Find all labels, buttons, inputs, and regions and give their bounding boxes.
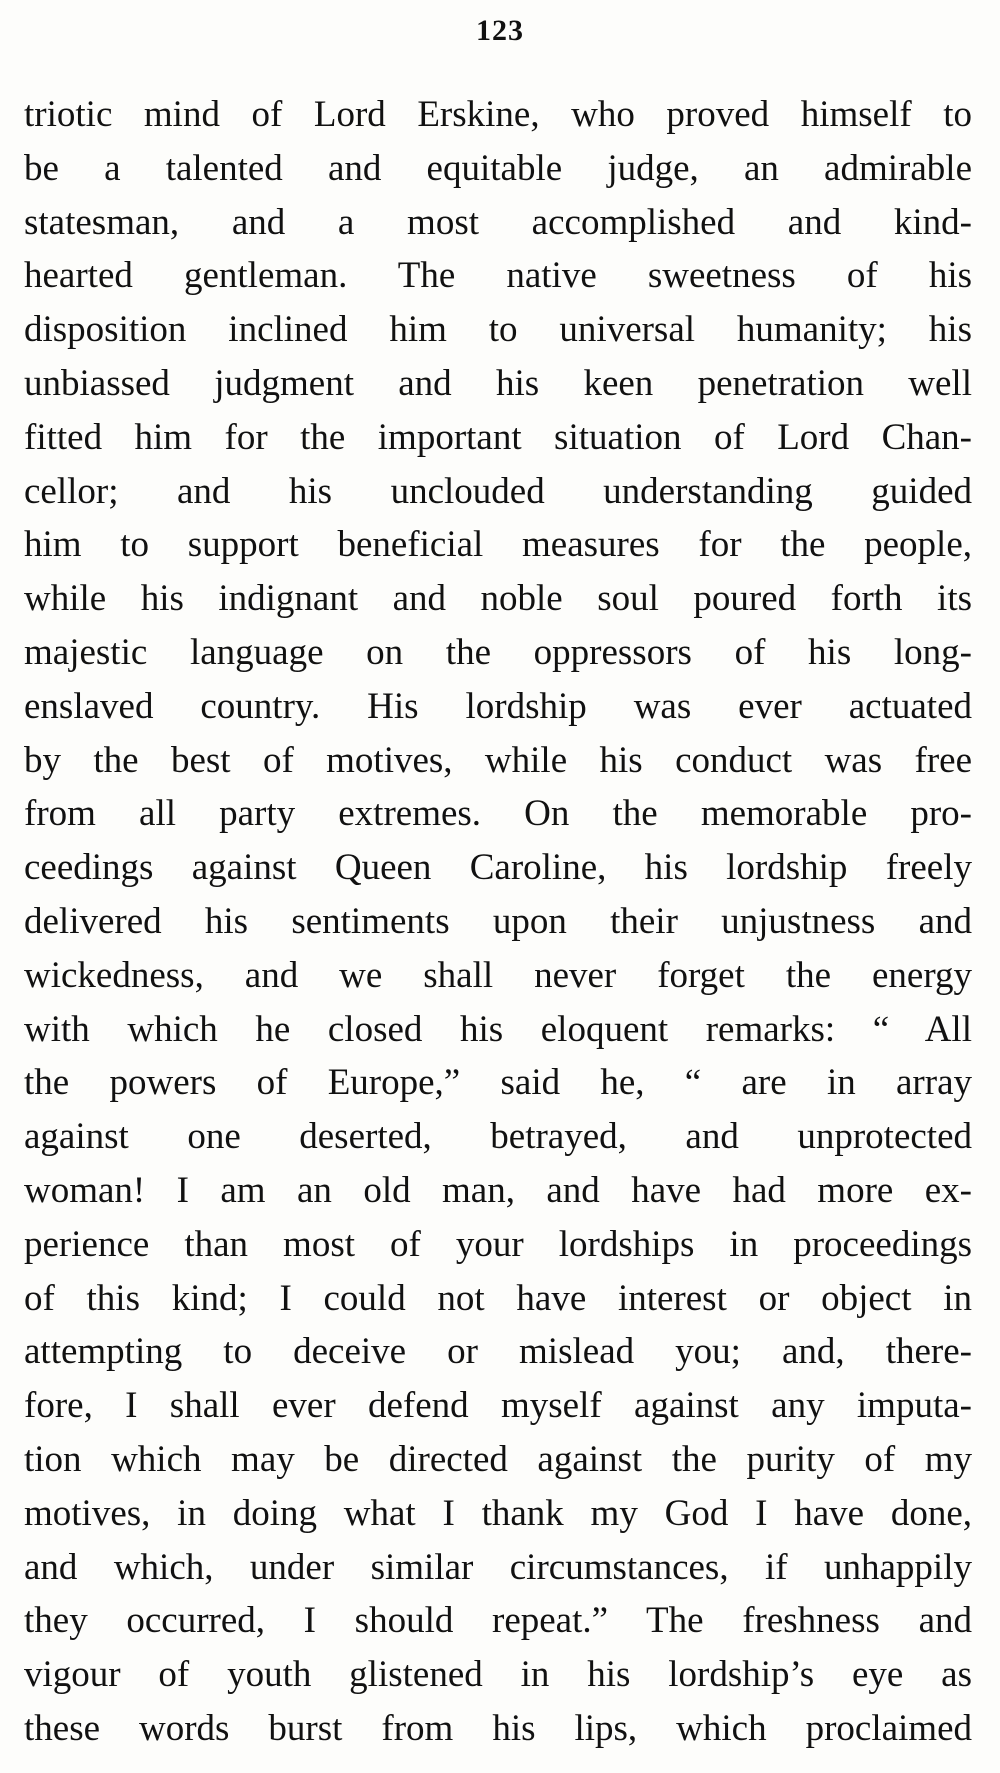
text-line: perience than most of your lordships in proceedings [24, 1223, 972, 1265]
text-line: woman! I am an old man, and have had more ex- [24, 1169, 972, 1211]
text-line: ceedings against Queen Caroline, his lordship freely [24, 847, 972, 889]
text-line: the powers of Europe,” said he, “ are in array [24, 1062, 972, 1104]
page-number: 123 [476, 14, 524, 47]
text-line: tion which may be directed against the purity of my [24, 1438, 972, 1480]
text-line: they occurred, I should repeat.” The freshness and [24, 1600, 972, 1642]
body-text [24, 88, 972, 1756]
text-line: enslaved country. His lordship was ever actuated [24, 685, 972, 727]
text-line: unbiassed judgment and his keen penetration well [24, 362, 972, 404]
text-line: hearted gentleman. The native sweetness of his [24, 255, 972, 297]
text-line: against one deserted, betrayed, and unprotected [24, 1116, 972, 1158]
text-line: cellor; and his unclouded understanding guided [24, 470, 972, 512]
text-line: by the best of motives, while his conduct was free [24, 739, 972, 781]
text-line: vigour of youth glistened in his lordship’s eye as [24, 1654, 972, 1696]
text-line: triotic mind of Lord Erskine, who proved himself to [24, 94, 972, 135]
text-line: majestic language on the oppressors of his long- [24, 631, 972, 673]
text-line: attempting to deceive or mislead you; and, there- [24, 1331, 972, 1373]
text-line: disposition inclined him to universal humanity; his [24, 309, 972, 351]
text-line: fitted him for the important situation of Lord Chan- [24, 416, 972, 458]
text-line: delivered his sentiments upon their unjustness and [24, 900, 972, 942]
text-line: fore, I shall ever defend myself against any imputa- [24, 1385, 972, 1427]
text-line: motives, in doing what I thank my God I have done, [24, 1492, 972, 1534]
text-line: these words burst from his lips, which proclaimed [24, 1707, 972, 1749]
text-line: of this kind; I could not have interest or object in [24, 1277, 972, 1319]
text-line: from all party extremes. On the memorable pro- [24, 793, 972, 835]
text-line: and which, under similar circumstances, if unhappily [24, 1546, 972, 1588]
text-line: be a talented and equitable judge, an admirable [24, 147, 972, 189]
text-line: him to support beneficial measures for the people, [24, 524, 972, 566]
text-line: statesman, and a most accomplished and kind- [24, 201, 972, 243]
text-line: while his indignant and noble soul poured forth its [24, 578, 972, 620]
text-line: with which he closed his eloquent remarks: “ All [24, 1008, 972, 1050]
text-line: wickedness, and we shall never forget the energy [24, 954, 972, 996]
